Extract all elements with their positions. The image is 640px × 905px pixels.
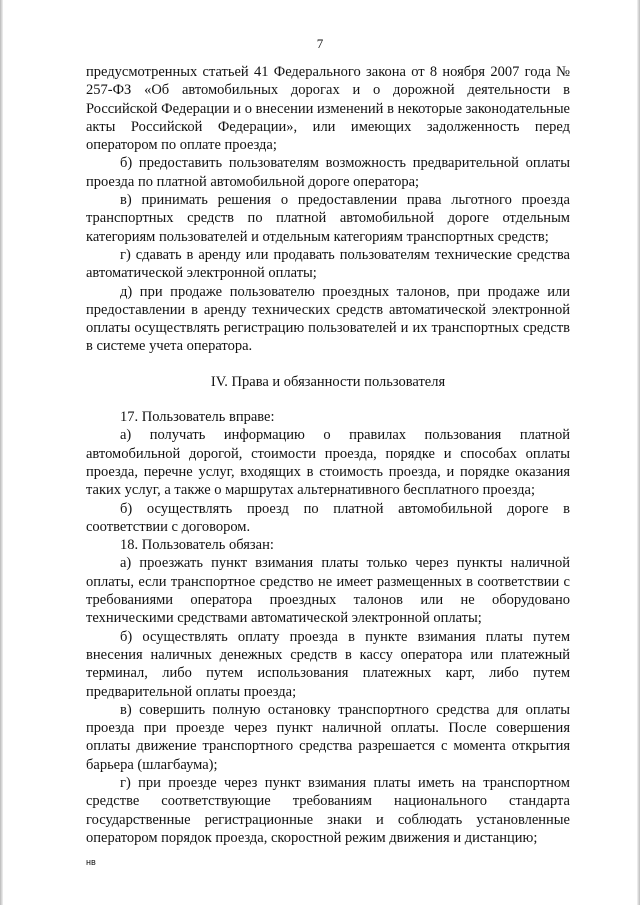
section-heading: IV. Права и обязанности пользователя: [210, 373, 446, 390]
paragraph: г) сдавать в аренду или продавать пользователям технические средства автоматической электронной оплаты;: [86, 246, 570, 282]
paragraph: а) проезжать пункт взимания платы только через пункты наличной оплаты, если транспортное средство не имеет размещенных в соответствии с требованиями оператора проездных талонов или не оборудовано техническими средствами автоматической электронной оплаты;: [86, 555, 570, 627]
scan-edge-left: [0, 0, 3, 905]
paragraph: б) предоставить пользователям возможность предварительной оплаты проезда по платной автомобильной дороге оператора;: [86, 155, 570, 190]
spacer: [86, 356, 570, 373]
paragraph: д) при продаже пользователю проездных талонов, при продаже или предоставлении в аренду технических средств автоматической электронной оплаты осуществлять регистрацию пользователей и их транспортных средств в системе учета оператора.: [86, 283, 570, 355]
footer-mark: нв: [86, 857, 96, 867]
paragraph: г) при проезде через пункт взимания платы иметь на транспортном средстве соответствующие требованиям национального стандарта государственные регистрационные знаки и соблюдать установленные оператором порядок проезда, скоростной режим движения и дистанцию;: [86, 774, 570, 846]
paragraph: 17. Пользователь вправе:: [120, 409, 275, 426]
paragraph: в) совершить полную остановку транспортного средства для оплаты проезда при проезде через пункт наличной оплаты. После совершения оплаты движение транспортного средства разрешается с момента открытия барьера (шлагбаума);: [86, 701, 570, 773]
paragraph: б) осуществлять оплату проезда в пункте взимания платы путем внесения наличных денежных средств в кассу оператора или платежный терминал, либо путем использования платежных карт, либо путем предварительной оплаты проезда;: [86, 628, 570, 700]
spacer: [86, 391, 570, 408]
document-body: [86, 63, 570, 847]
paragraph: предусмотренных статьей 41 Федерального закона от 8 ноября 2007 года № 257-ФЗ «Об автомобильных дорогах и о дорожной деятельности в Российской Федерации и о внесении изменений в некоторые законодательные акты Российской Федерации», или имеющих задолженность перед оператором по оплате проезда;: [86, 64, 570, 154]
paragraph: 18. Пользователь обязан:: [120, 537, 274, 554]
paragraph: б) осуществлять проезд по платной автомобильной дороге в соответствии с договором.: [86, 500, 570, 535]
paragraph: в) принимать решения о предоставлении права льготного проезда транспортных средств по платной автомобильной дороге отдельным категориям пользователей и отдельным категориям транспортных средств;: [86, 192, 570, 245]
page-number: 7: [316, 36, 324, 51]
paragraph: а) получать информацию о правилах пользования платной автомобильной дорогой, стоимости проезда, порядке и способах оплаты проезда, перечне услуг, входящих в стоимость проезда, и порядке оказания таких услуг, а также о маршрутах альтернативного бесплатного проезда;: [86, 427, 570, 499]
